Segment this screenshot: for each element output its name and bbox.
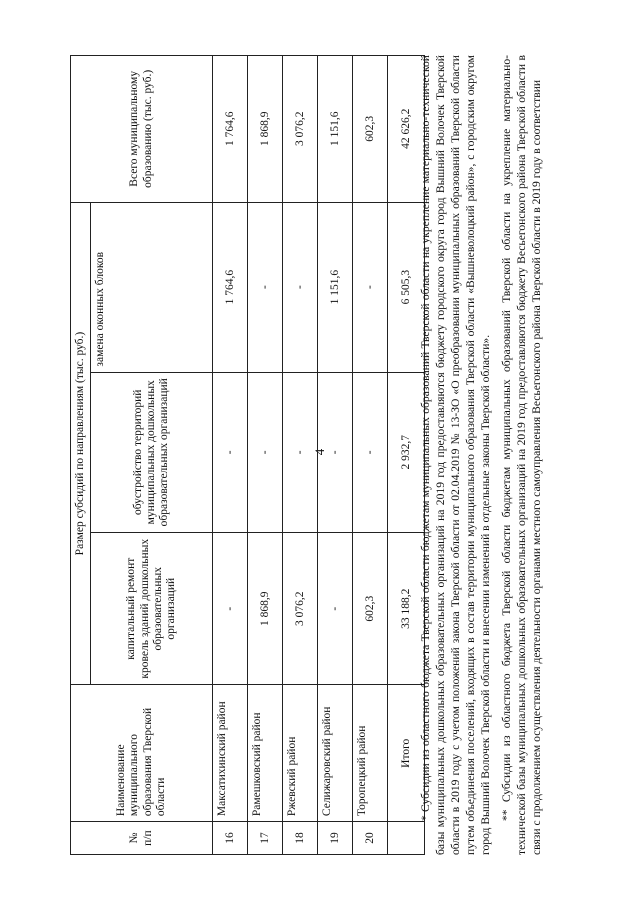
footnotes <box>418 55 550 855</box>
total-row-label: Итого <box>388 685 425 822</box>
header-territory-improvement: обустройство территорий муниципальных дошкольных образовательных организаций <box>91 372 213 532</box>
row-municipality: Рамешковский район <box>248 685 283 822</box>
row-total-value: 3 076,2 <box>283 56 318 203</box>
row-windows-value: - <box>353 202 388 372</box>
rotated-page-content <box>70 55 610 855</box>
row-roof-value: 1 868,9 <box>248 532 283 684</box>
row-roof-value: 3 076,2 <box>283 532 318 684</box>
row-total-value: 602,3 <box>353 56 388 203</box>
row-municipality: Селижаровский район <box>318 685 353 822</box>
header-total: Всего муниципальному образованию (тыс. руб.) <box>71 56 213 203</box>
page-number: 4 <box>312 448 327 456</box>
row-windows-value: 1 764,6 <box>213 202 248 372</box>
row-total-value: 1 764,6 <box>213 56 248 203</box>
table-row <box>318 56 353 855</box>
total-improvement-value: 2 932,7 <box>388 372 425 532</box>
subsidy-table <box>70 55 425 855</box>
total-windows-value: 6 505,3 <box>388 202 425 372</box>
row-municipality: Максатихинский район <box>213 685 248 822</box>
footnote-2: ** Субсидии из областного бюджета Тверской области бюджетам муниципальных образований Тверской области на укрепление материально-технической базы муниципальных дошкольных образовательных организаций на 2019 год предоставляются бюджету Весьегонского района Тверской области в связи с продолжением осуществления деятельности органами местного самоуправления Весьегонского района Тверской области в 2019 году в соответствии <box>500 55 543 855</box>
row-improvement-value: - <box>353 372 388 532</box>
header-municipality: Наименование муниципального образования Тверской области <box>71 685 213 822</box>
row-number: 17 <box>248 822 283 855</box>
header-subsidy-group: Размер субсидий по направлениям (тыс. руб.) <box>71 202 91 685</box>
table-row <box>213 56 248 855</box>
row-improvement-value: - <box>248 372 283 532</box>
row-total-value: 1 868,9 <box>248 56 283 203</box>
table-row <box>283 56 318 855</box>
grand-total-value: 42 626,2 <box>388 56 425 203</box>
row-windows-value: - <box>283 202 318 372</box>
row-improvement-value: - <box>318 372 353 532</box>
row-windows-value: 1 151,6 <box>318 202 353 372</box>
row-number: 19 <box>318 822 353 855</box>
row-improvement-value: - <box>283 372 318 532</box>
table-row <box>248 56 283 855</box>
row-municipality: Ржевский район <box>283 685 318 822</box>
row-number: 20 <box>353 822 388 855</box>
row-total-value: 1 151,6 <box>318 56 353 203</box>
row-number: 18 <box>283 822 318 855</box>
header-roof-repair: капитальный ремонт кровель зданий дошкольных образовательных организаций <box>91 532 213 684</box>
header-window-replacement: замена оконных блоков <box>91 202 213 372</box>
footnote-1: * Субсидии из областного бюджета Тверской области бюджетам муниципальных образований Тверской области на укрепление материально-технической базы муниципальных дошкольных образовательных организаций на 2019 год предоставляются бюджету городского округа город Вышний Волочек Тверской области в 2019 году с учетом положений закона Тверской области от 02.04.2019 № 13-ЗО «О преобразовании муниципальных образований Тверской области путем объединения поселений, входящих в состав территории муниципального образования Тверской области «Вышневолоцкий район», с городским округом город Вышний Волочек Тверской области и внесении изменений в отдельные законы Тверской области». <box>419 55 492 855</box>
row-improvement-value: - <box>213 372 248 532</box>
total-roof-value: 33 188,2 <box>388 532 425 684</box>
header-number: № п/п <box>71 822 213 855</box>
table-row <box>353 56 388 855</box>
row-roof-value: - <box>318 532 353 684</box>
row-number: 16 <box>213 822 248 855</box>
row-roof-value: - <box>213 532 248 684</box>
row-windows-value: - <box>248 202 283 372</box>
row-municipality: Торопецкий район <box>353 685 388 822</box>
row-roof-value: 602,3 <box>353 532 388 684</box>
